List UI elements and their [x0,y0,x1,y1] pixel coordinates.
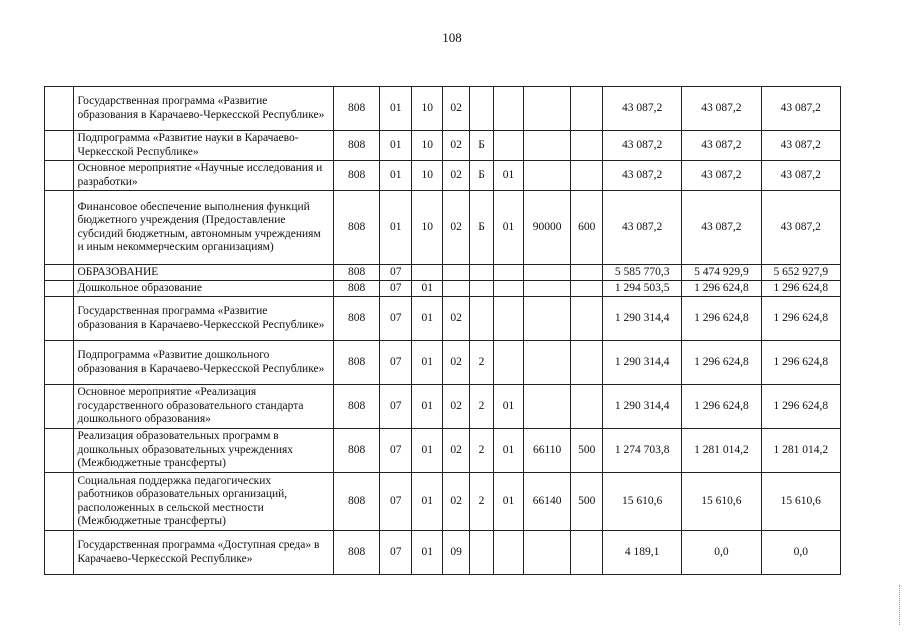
item-name: Социальная поддержка педагогических работников образовательных организаций, расположенных в сельской местности (Межбюджетные трансферты) [74,473,333,531]
subprogram-code: 2 [469,341,493,385]
subprogram-code [469,87,493,131]
subsection-code: 10 [411,87,443,131]
section-code: 07 [380,297,412,341]
amount-year-3: 1 296 624,8 [761,385,840,429]
row-marker [45,265,74,281]
row-marker [45,87,74,131]
amount-year-3: 15 610,6 [761,473,840,531]
ministry-code: 808 [333,131,380,161]
section-code: 07 [380,281,412,297]
subsection-code: 01 [411,281,443,297]
event-code [494,265,523,281]
row-marker [45,191,74,265]
program-code: 02 [443,341,469,385]
subprogram-code [469,297,493,341]
section-code: 01 [380,191,412,265]
table-row [45,161,841,191]
expense-type-code [571,341,603,385]
expense-type-code [571,281,603,297]
row-marker [45,341,74,385]
subprogram-code: Б [469,131,493,161]
amount-year-2: 43 087,2 [682,191,761,265]
amount-year-3: 43 087,2 [761,131,840,161]
event-code: 01 [494,385,523,429]
section-code: 07 [380,531,412,575]
expense-type-code: 600 [571,191,603,265]
direction-code [523,531,571,575]
ministry-code: 808 [333,281,380,297]
event-code: 01 [494,191,523,265]
event-code [494,341,523,385]
amount-year-3: 1 281 014,2 [761,429,840,473]
amount-year-1: 1 274 703,8 [602,429,681,473]
item-name: Подпрограмма «Развитие дошкольного образования в Карачаево-Черкесской Республике» [74,341,333,385]
subprogram-code [469,281,493,297]
subprogram-code: 2 [469,429,493,473]
item-name: Государственная программа «Развитие образования в Карачаево-Черкесской Республике» [74,297,333,341]
row-marker [45,385,74,429]
expense-type-code: 500 [571,473,603,531]
direction-code [523,87,571,131]
amount-year-1: 43 087,2 [602,131,681,161]
ministry-code: 808 [333,385,380,429]
amount-year-1: 43 087,2 [602,191,681,265]
ministry-code: 808 [333,265,380,281]
amount-year-1: 1 290 314,4 [602,341,681,385]
amount-year-2: 1 296 624,8 [682,385,761,429]
ministry-code: 808 [333,87,380,131]
amount-year-2: 1 296 624,8 [682,281,761,297]
table-row [45,191,841,265]
ministry-code: 808 [333,161,380,191]
ministry-code: 808 [333,531,380,575]
subprogram-code: Б [469,161,493,191]
amount-year-2: 43 087,2 [682,131,761,161]
program-code: 02 [443,87,469,131]
event-code: 01 [494,429,523,473]
amount-year-3: 1 296 624,8 [761,341,840,385]
amount-year-1: 43 087,2 [602,161,681,191]
table-row [45,429,841,473]
item-name: Основное мероприятие «Научные исследования и разработки» [74,161,333,191]
table-row [45,531,841,575]
amount-year-3: 43 087,2 [761,161,840,191]
section-code: 07 [380,473,412,531]
row-marker [45,131,74,161]
direction-code [523,385,571,429]
expense-type-code [571,265,603,281]
row-marker [45,473,74,531]
table-row [45,265,841,281]
amount-year-3: 43 087,2 [761,87,840,131]
amount-year-1: 5 585 770,3 [602,265,681,281]
page-number: 108 [442,30,462,45]
event-code [494,297,523,341]
subprogram-code: Б [469,191,493,265]
item-name: Основное мероприятие «Реализация государственного образовательного стандарта дошкольного образования» [74,385,333,429]
expense-type-code [571,131,603,161]
amount-year-1: 1 290 314,4 [602,385,681,429]
amount-year-3: 0,0 [761,531,840,575]
expense-type-code [571,161,603,191]
item-name: Реализация образовательных программ в дошкольных образовательных учреждениях (Межбюджетные трансферты) [74,429,333,473]
section-code: 07 [380,385,412,429]
table-row [45,341,841,385]
direction-code [523,341,571,385]
amount-year-1: 15 610,6 [602,473,681,531]
section-code: 01 [380,131,412,161]
event-code [494,281,523,297]
scan-edge-mark [899,585,902,625]
expense-type-code [571,297,603,341]
amount-year-2: 43 087,2 [682,161,761,191]
item-name: Дошкольное образование [74,281,333,297]
event-code: 01 [494,161,523,191]
row-marker [45,281,74,297]
ministry-code: 808 [333,191,380,265]
item-name: Государственная программа «Доступная среда» в Карачаево-Черкесской Республике» [74,531,333,575]
item-name: Государственная программа «Развитие образования в Карачаево-Черкесской Республике» [74,87,333,131]
subsection-code: 01 [411,473,443,531]
ministry-code: 808 [333,429,380,473]
ministry-code: 808 [333,341,380,385]
program-code: 02 [443,131,469,161]
subsection-code: 10 [411,131,443,161]
row-marker [45,531,74,575]
amount-year-2: 5 474 929,9 [682,265,761,281]
table-row [45,473,841,531]
direction-code [523,131,571,161]
ministry-code: 808 [333,473,380,531]
program-code: 02 [443,191,469,265]
expense-type-code [571,531,603,575]
amount-year-2: 1 296 624,8 [682,341,761,385]
amount-year-2: 1 296 624,8 [682,297,761,341]
amount-year-2: 1 281 014,2 [682,429,761,473]
row-marker [45,297,74,341]
subsection-code: 01 [411,385,443,429]
program-code: 02 [443,385,469,429]
amount-year-1: 1 294 503,5 [602,281,681,297]
item-name: Подпрограмма «Развитие науки в Карачаево-Черкесской Республике» [74,131,333,161]
section-code: 01 [380,161,412,191]
subsection-code: 01 [411,531,443,575]
event-code: 01 [494,473,523,531]
subprogram-code: 2 [469,385,493,429]
table-row [45,281,841,297]
event-code [494,131,523,161]
amount-year-2: 15 610,6 [682,473,761,531]
subsection-code: 01 [411,297,443,341]
expense-type-code: 500 [571,429,603,473]
amount-year-2: 43 087,2 [682,87,761,131]
subsection-code: 10 [411,161,443,191]
item-name: ОБРАЗОВАНИЕ [74,265,333,281]
expense-type-code [571,87,603,131]
program-code: 02 [443,473,469,531]
section-code: 07 [380,341,412,385]
subsection-code: 10 [411,191,443,265]
direction-code: 90000 [523,191,571,265]
program-code: 02 [443,161,469,191]
program-code: 02 [443,429,469,473]
amount-year-1: 1 290 314,4 [602,297,681,341]
program-code [443,281,469,297]
amount-year-3: 1 296 624,8 [761,281,840,297]
program-code: 09 [443,531,469,575]
subsection-code [411,265,443,281]
table-row [45,87,841,131]
program-code [443,265,469,281]
direction-code [523,265,571,281]
direction-code: 66140 [523,473,571,531]
direction-code [523,161,571,191]
row-marker [45,429,74,473]
table-row [45,131,841,161]
subprogram-code: 2 [469,473,493,531]
section-code: 01 [380,87,412,131]
amount-year-3: 5 652 927,9 [761,265,840,281]
section-code: 07 [380,429,412,473]
subprogram-code [469,531,493,575]
row-marker [45,161,74,191]
amount-year-1: 43 087,2 [602,87,681,131]
direction-code [523,297,571,341]
table-row [45,297,841,341]
section-code: 07 [380,265,412,281]
program-code: 02 [443,297,469,341]
amount-year-1: 4 189,1 [602,531,681,575]
item-name: Финансовое обеспечение выполнения функций бюджетного учреждения (Предоставление субсидий бюджетным, автономным учреждениям и иным некоммерческим организациям) [74,191,333,265]
amount-year-3: 1 296 624,8 [761,297,840,341]
direction-code [523,281,571,297]
event-code [494,531,523,575]
ministry-code: 808 [333,297,380,341]
amount-year-2: 0,0 [682,531,761,575]
expense-type-code [571,385,603,429]
table-row [45,385,841,429]
event-code [494,87,523,131]
subprogram-code [469,265,493,281]
budget-table [44,86,841,575]
direction-code: 66110 [523,429,571,473]
subsection-code: 01 [411,341,443,385]
subsection-code: 01 [411,429,443,473]
amount-year-3: 43 087,2 [761,191,840,265]
